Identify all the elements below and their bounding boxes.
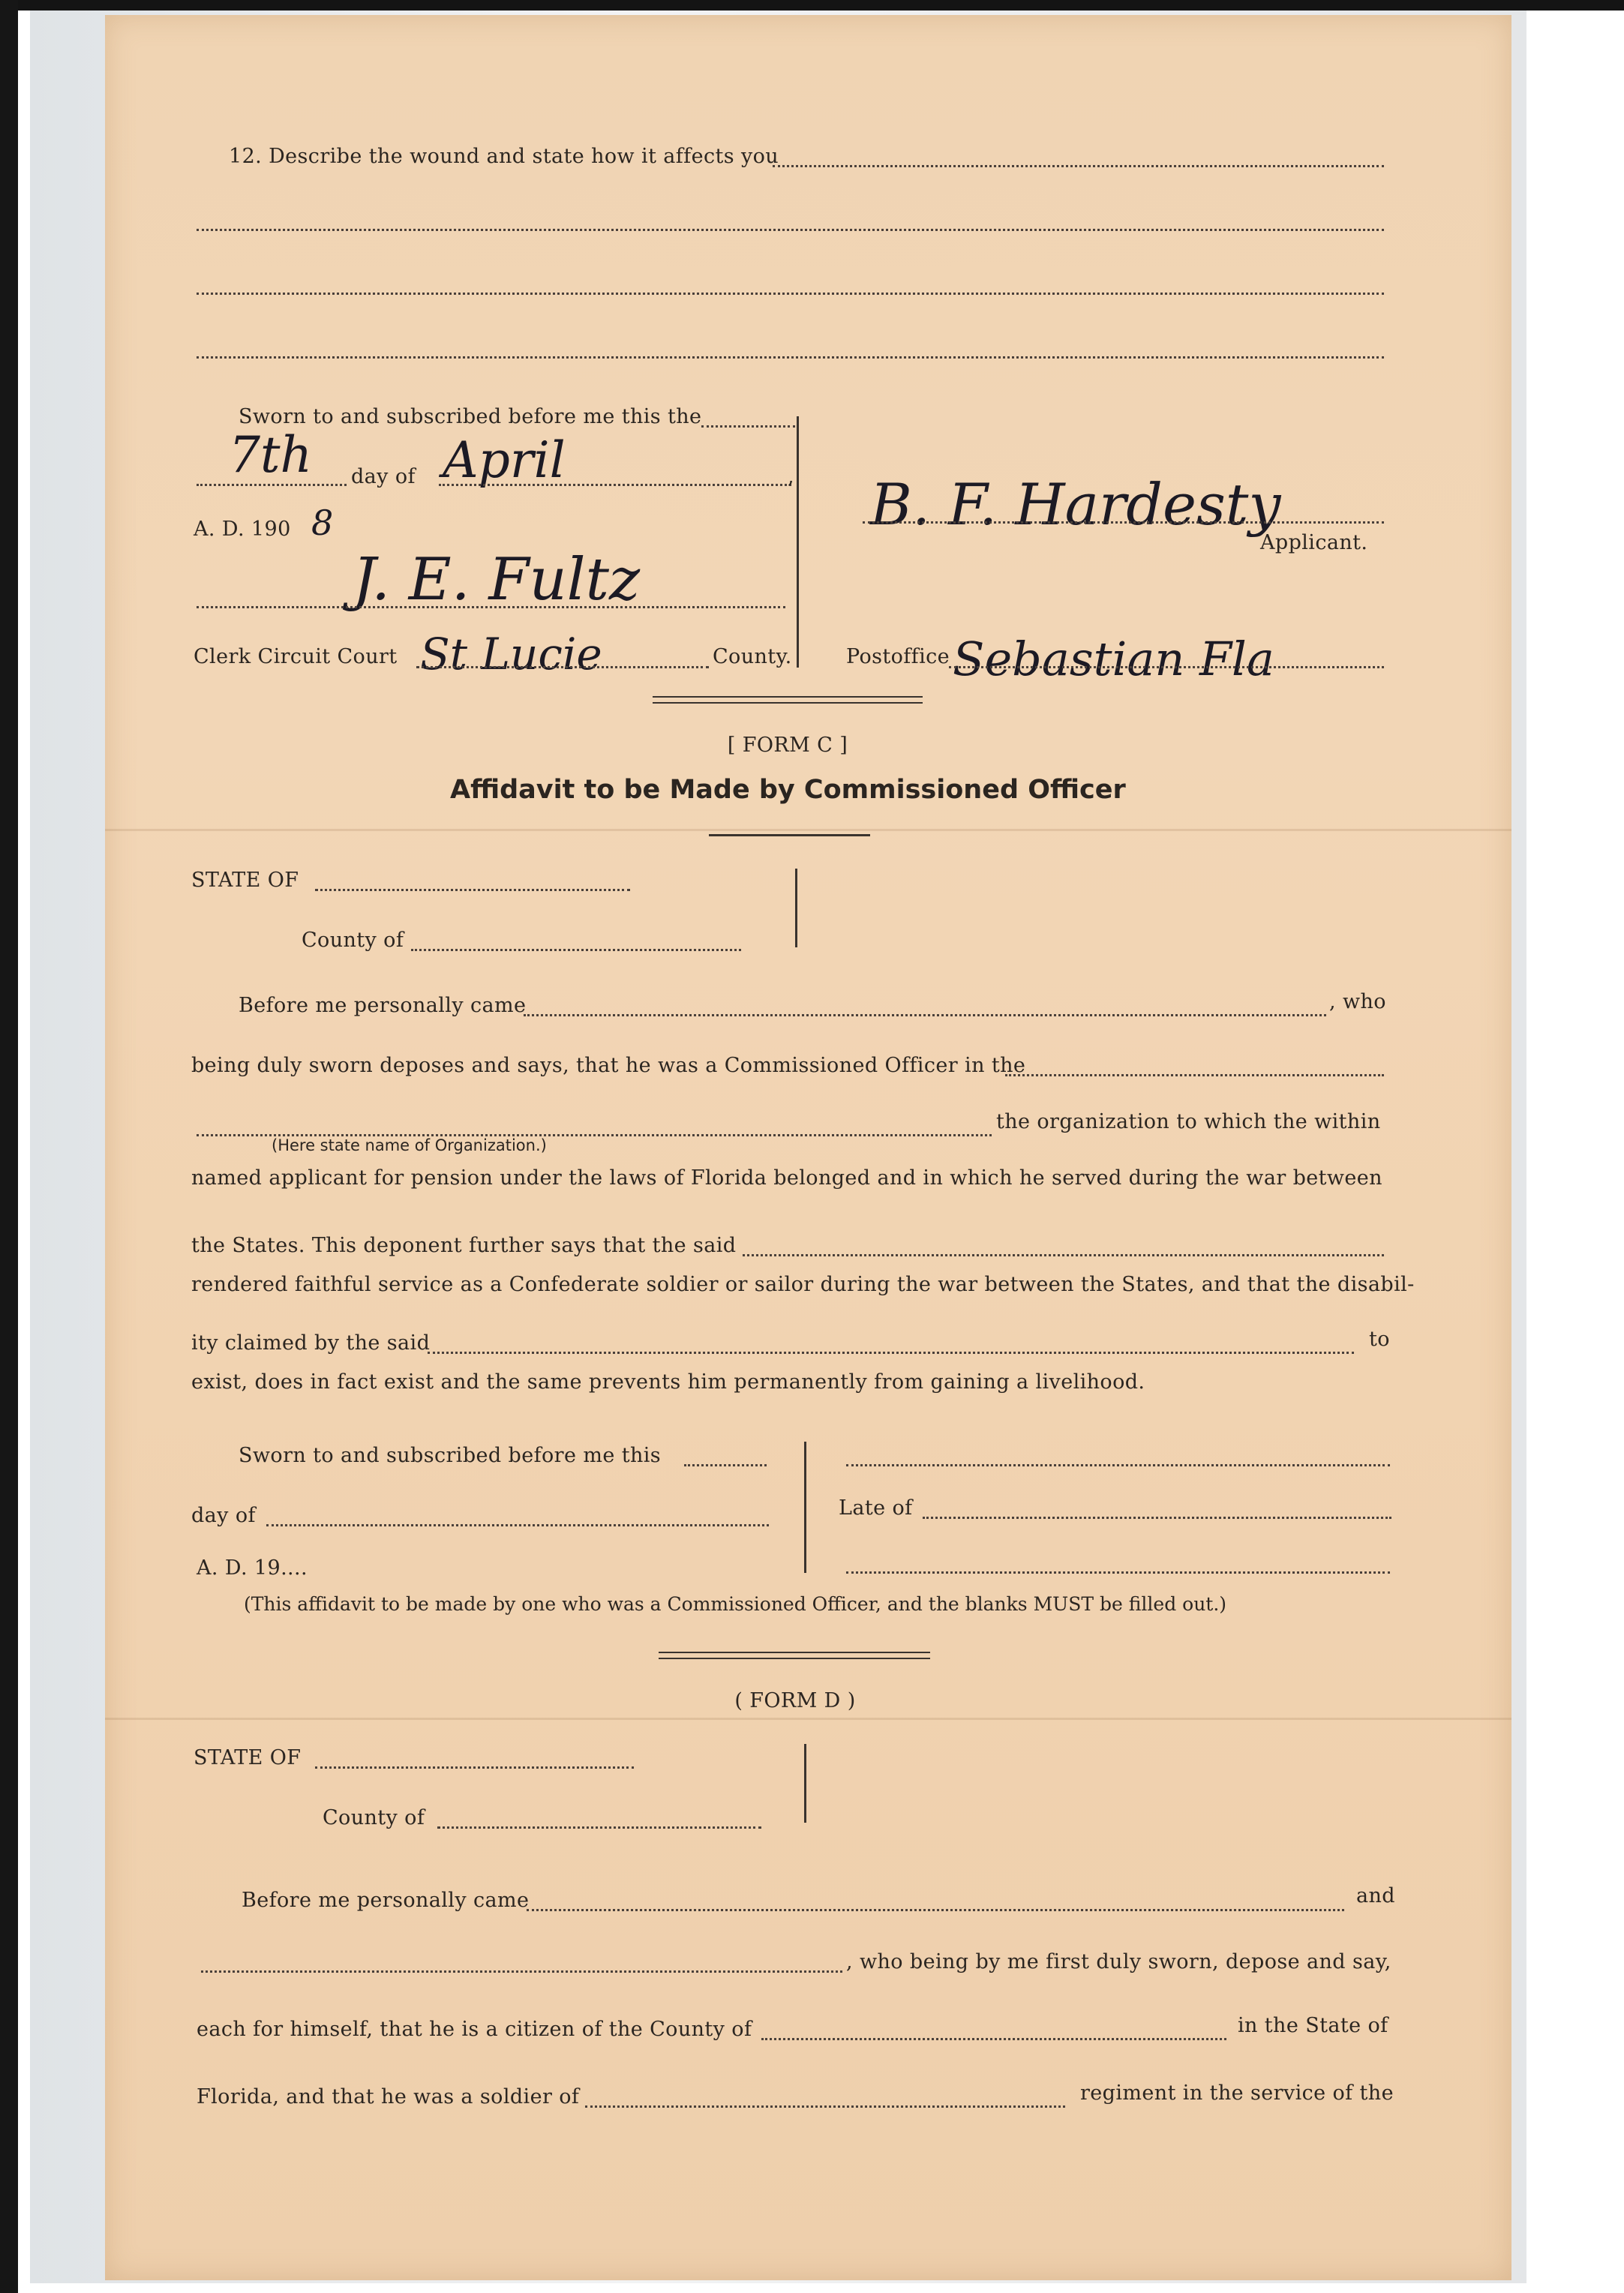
form-c-title: Affidavit to be Made by Commissioned Officer: [450, 775, 1126, 805]
form-c-ad: A. D. 19....: [197, 1556, 308, 1580]
form-d-p1-start: Before me personally came: [242, 1889, 530, 1912]
form-d-p3-start: each for himself, that he is a citizen of the County of: [197, 2018, 752, 2041]
fold-line: [105, 829, 1511, 831]
q12-answer-line-2: [197, 229, 1384, 231]
form-c-state-line: [315, 889, 630, 891]
form-c-p7-line: [428, 1352, 1354, 1354]
form-c-day-of: day of: [191, 1504, 256, 1527]
form-d-state-line: [315, 1766, 634, 1769]
applicant-signature: B. F. Hardesty: [870, 471, 1281, 538]
form-c-p8: exist, does in fact exist and the same prevents him permanently from gaining a livelihood.: [191, 1370, 1145, 1394]
sworn1-ad: A. D. 190: [194, 518, 291, 541]
sworn1-comma: ,: [788, 465, 794, 488]
form-c-p6: rendered faithful service as a Confederate soldier or sailor during the war between the States, and that the disabil-: [191, 1273, 1415, 1296]
form-c-officer-signature-line: [846, 1464, 1390, 1466]
clerk-label: Clerk Circuit Court: [194, 645, 398, 668]
form-c-p7-end: to: [1369, 1328, 1390, 1351]
form-c-p3-end: the organization to which the within: [996, 1110, 1381, 1133]
county-label: County.: [713, 645, 792, 668]
q12-answer-line-1: [773, 165, 1384, 167]
form-d-state-of: STATE OF: [194, 1746, 302, 1769]
sworn1-brace: [797, 416, 799, 668]
form-c-late-of-line-2: [846, 1571, 1390, 1574]
postoffice-label: Postoffice: [846, 645, 950, 668]
form-c-state-of: STATE OF: [191, 869, 299, 892]
form-d-county-line: [437, 1826, 761, 1829]
form-c-late-of-line: [923, 1517, 1391, 1519]
form-d-p2-line: [201, 1970, 842, 1973]
form-c-p2-line: [1005, 1074, 1384, 1076]
form-d-p4-end: regiment in the service of the: [1080, 2081, 1394, 2105]
form-c-sworn: Sworn to and subscribed before me this: [239, 1444, 662, 1467]
q12-answer-line-4: [197, 356, 1384, 359]
q12-answer-line-3: [197, 293, 1384, 295]
form-d-code: ( FORM D ): [734, 1689, 856, 1712]
scan-border-top: [0, 0, 1624, 11]
applicant-label: Applicant.: [1260, 531, 1368, 554]
form-c-p7-start: ity claimed by the said: [191, 1331, 431, 1355]
sworn1-day-of: day of: [351, 465, 416, 488]
form-d-p1-line: [527, 1909, 1344, 1911]
sworn1-line: Sworn to and subscribed before me this the: [239, 405, 702, 428]
sworn1-day-handwritten: 7th: [229, 426, 313, 484]
form-c-p1-end: , who: [1329, 990, 1386, 1013]
postoffice-line: [949, 666, 1384, 668]
fold-line: [105, 1718, 1511, 1720]
form-c-p2: being duly sworn deposes and says, that he was a Commissioned Officer in the: [191, 1054, 1026, 1077]
section-divider: [659, 1652, 930, 1659]
form-d-county-of: County of: [323, 1806, 425, 1829]
form-c-county-of: County of: [302, 929, 404, 952]
form-c-day-line: [266, 1524, 769, 1526]
clerk-signature-line: [197, 606, 785, 608]
form-c-p5-line: [743, 1254, 1384, 1256]
form-c-code: [ FORM C ]: [727, 734, 848, 757]
form-c-p1-line: [524, 1014, 1326, 1016]
sworn1-year-handwritten: 8: [311, 503, 334, 543]
form-c-note: (This affidavit to be made by one who was a Commissioned Officer, and the blanks MUST be filled out.): [244, 1593, 1227, 1615]
form-d-p2-end: , who being by me first duly sworn, depose and say,: [846, 1950, 1391, 1973]
q12-label: 12. Describe the wound and state how it affects you: [229, 145, 779, 168]
form-d-p4-start: Florida, and that he was a soldier of: [197, 2085, 580, 2108]
scan-border-left: [0, 0, 18, 2293]
form-c-sworn-line: [684, 1464, 767, 1466]
form-c-p1-start: Before me personally came: [239, 994, 527, 1017]
form-c-state-brace: [795, 869, 797, 947]
form-d-p1-end: and: [1356, 1884, 1395, 1907]
form-c-organization-note: (Here state name of Organization.): [272, 1136, 547, 1154]
sworn1-month-line: [439, 484, 791, 486]
form-c-county-line: [411, 949, 741, 951]
form-c-p5: the States. This deponent further says that the said: [191, 1234, 737, 1257]
form-d-state-brace: [804, 1744, 806, 1823]
county-handwritten: St Lucie: [420, 629, 602, 680]
applicant-signature-line: [863, 521, 1384, 524]
sworn1-date-line: [701, 425, 795, 428]
clerk-signature: J. E. Fultz: [353, 546, 641, 614]
postoffice-handwritten: Sebastian Fla: [953, 632, 1274, 686]
sworn1-month-handwritten: April: [443, 431, 566, 489]
form-c-title-underline: [709, 834, 870, 836]
form-d-p3-line: [761, 2038, 1226, 2040]
sworn1-day-line: [197, 484, 347, 486]
form-c-sworn-brace: [804, 1442, 806, 1573]
county-line: [416, 666, 709, 668]
section-divider: [653, 696, 923, 704]
form-d-p3-end: in the State of: [1238, 2014, 1388, 2037]
form-d-p4-line: [585, 2105, 1065, 2108]
form-c-p4: named applicant for pension under the laws of Florida belonged and in which he served during the war between: [191, 1166, 1382, 1190]
form-c-late-of: Late of: [839, 1496, 913, 1520]
